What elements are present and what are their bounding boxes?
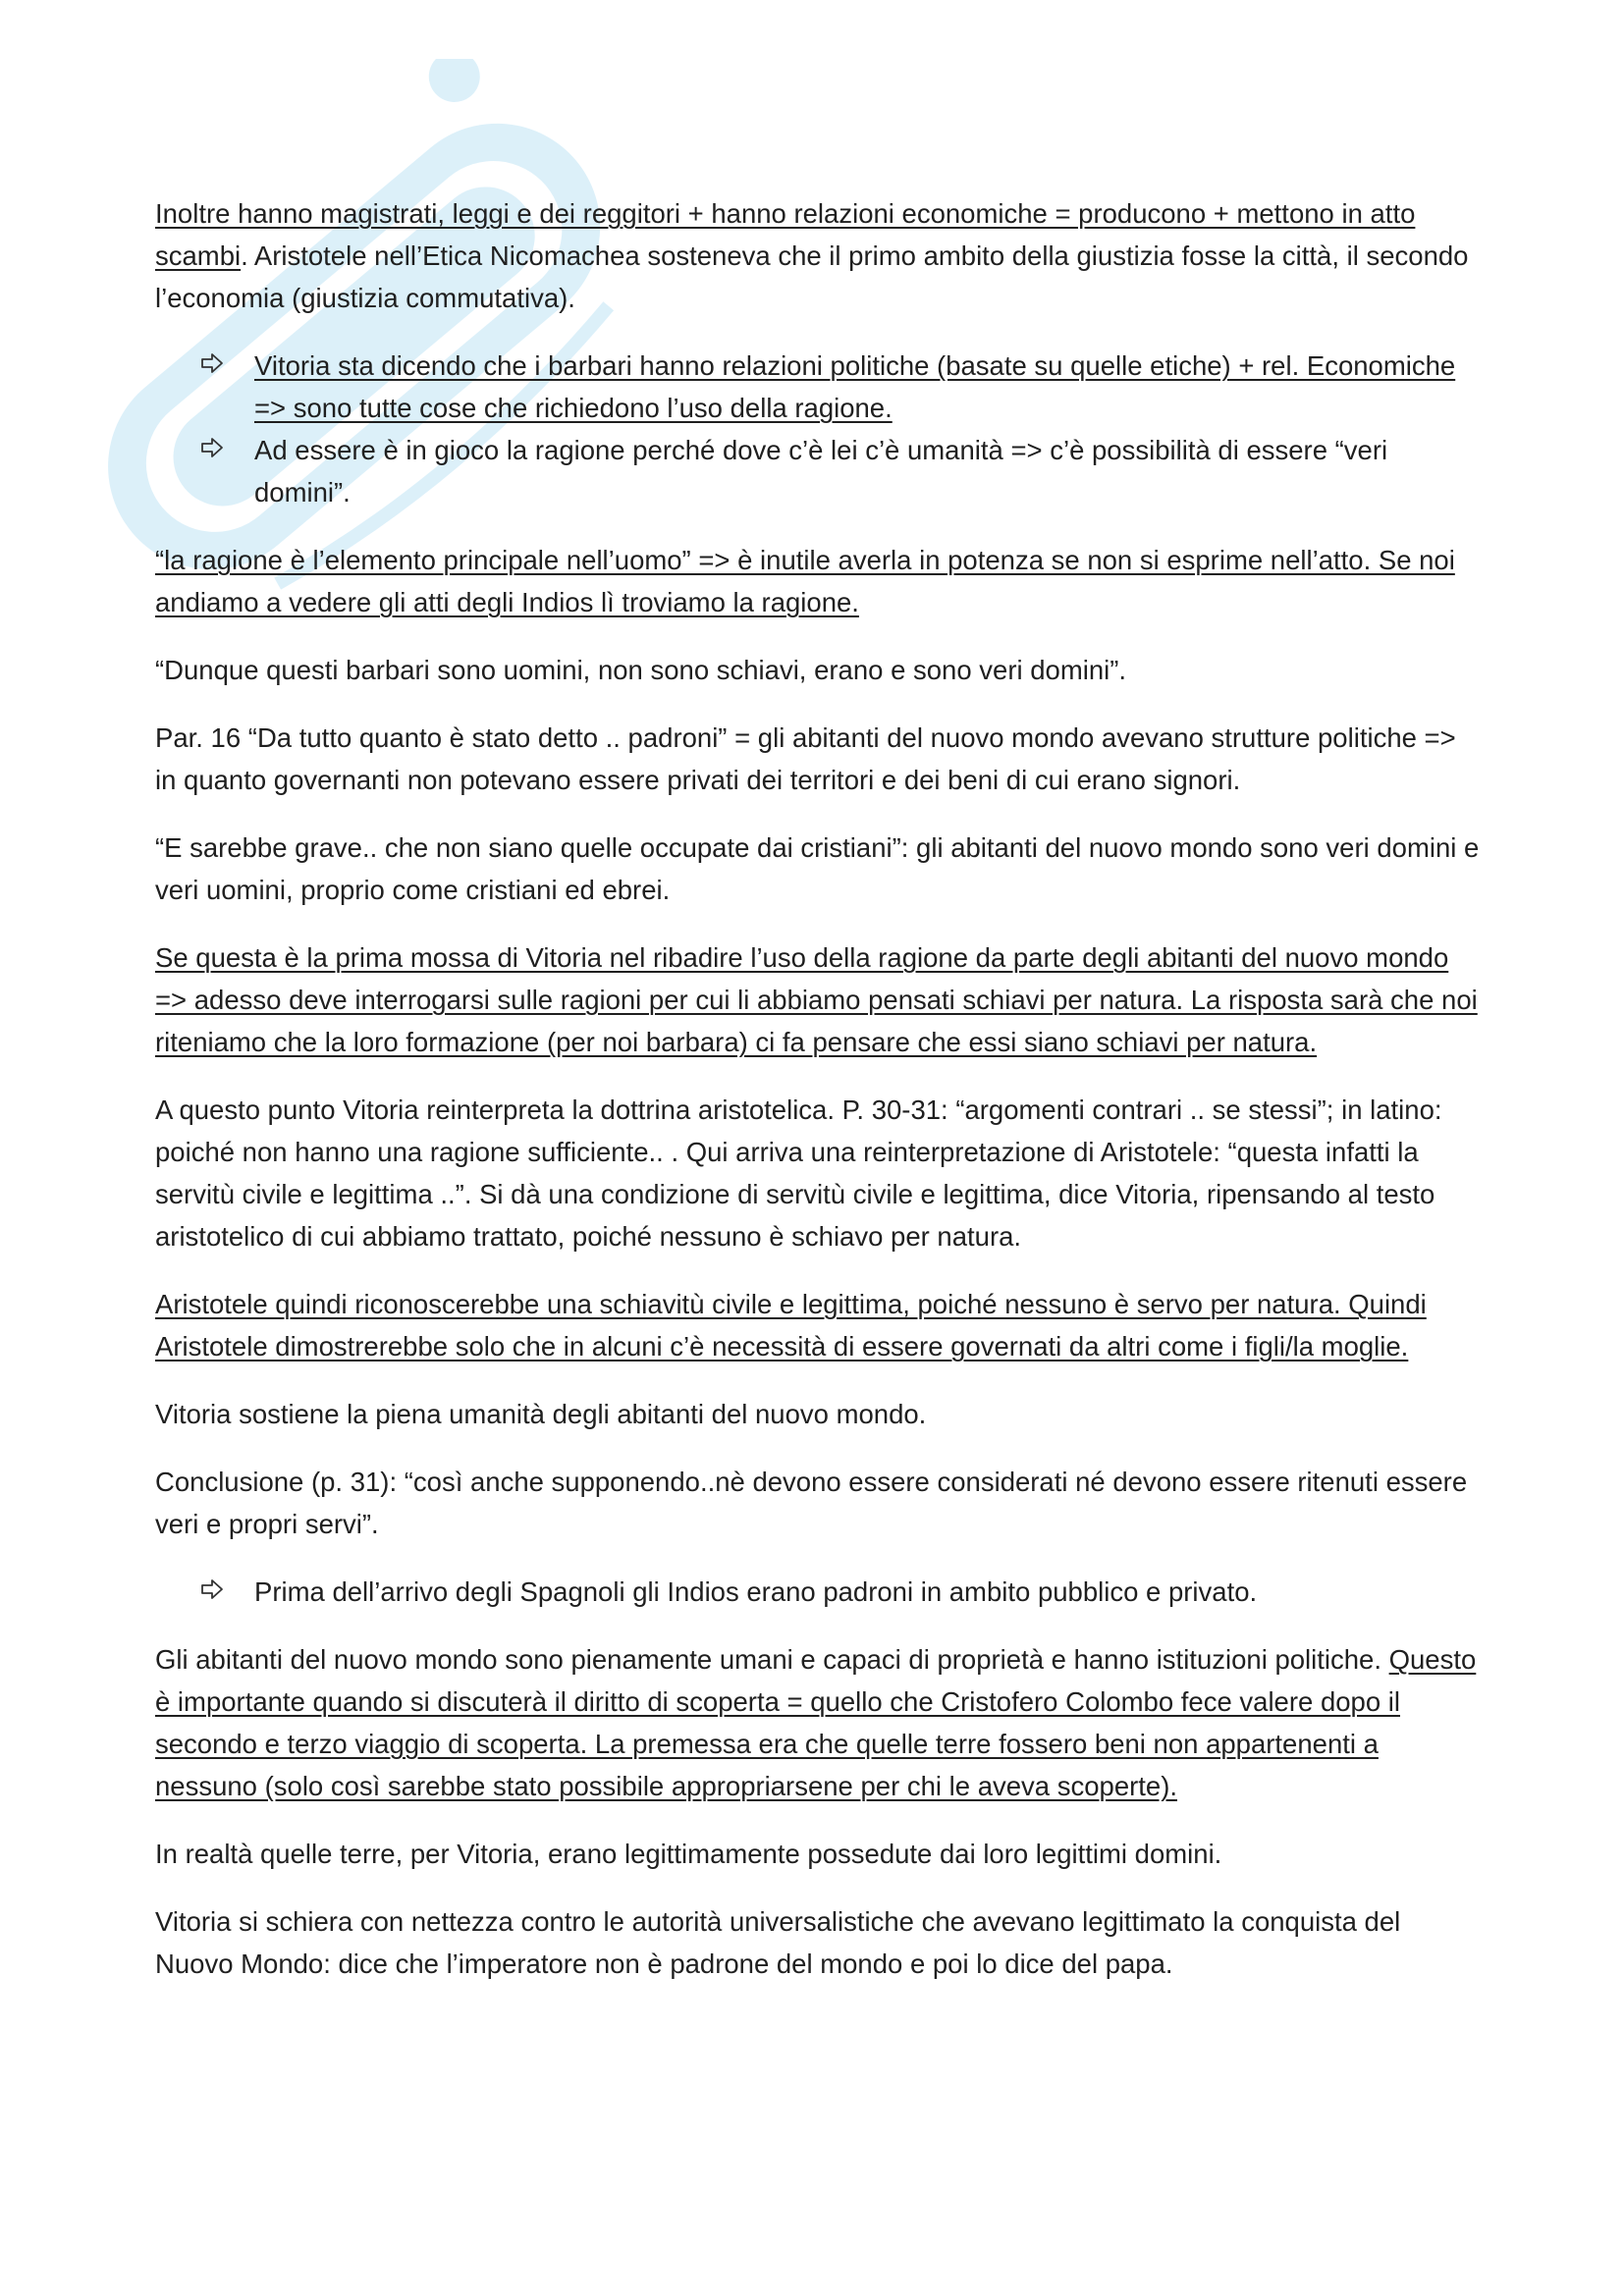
paragraph-11 — [155, 1638, 1481, 1807]
arrow-bullet-icon — [200, 1577, 224, 1601]
paragraph-13: Vitoria si schiera con nettezza contro le autorità universalistiche che avevano legittimato la conquista del Nuovo Mondo: dice che l’imperatore non è padrone del mondo e poi lo dice del papa. — [155, 1906, 1401, 1979]
list-item — [155, 345, 1481, 429]
arrow-bullet-icon — [200, 351, 224, 375]
paragraph-1 — [155, 192, 1481, 319]
paragraph-3: “Dunque questi barbari sono uomini, non sono schiavi, erano e sono veri domini”. — [155, 655, 1127, 685]
document-page — [155, 192, 1481, 2010]
list-item — [155, 1571, 1481, 1613]
list-item-text: Prima dell’arrivo degli Spagnoli gli Indios erano padroni in ambito pubblico e privato. — [254, 1576, 1258, 1607]
underlined-text: Vitoria sta dicendo che i barbari hanno relazioni politiche (basate su quelle etiche) + rel. Economiche => sono tutte cose che richiedono l’uso della ragione. — [254, 350, 1456, 423]
paragraph-text: Gli abitanti del nuovo mondo sono pienamente umani e capaci di proprietà e hanno istituzioni politiche. — [155, 1644, 1389, 1675]
paragraph-7: A questo punto Vitoria reinterpreta la dottrina aristotelica. P. 30-31: “argomenti contrari .. se stessi”; in latino: poiché non hanno una ragione sufficiente.. . Qui arriva una reinterpretazione di Aristotele: “questa infatti la servitù civile e legittima ..”. Si dà una condizione di servitù civile e legittima, dice Vitoria, ripensando al testo aristotelico di cui abbiamo trattato, poiché nessuno è schiavo per natura. — [155, 1095, 1442, 1252]
list-item — [155, 429, 1481, 513]
arrow-bullet-icon — [200, 436, 224, 459]
paragraph-text: . Aristotele nell’Etica Nicomachea sosteneva che il primo ambito della giustizia fosse la città, il secondo l’economia (giustizia commutativa). — [155, 240, 1469, 313]
paragraph-4: Par. 16 “Da tutto quanto è stato detto .. padroni” = gli abitanti del nuovo mondo avevano strutture politiche => in quanto governanti non potevano essere privati dei territori e dei beni di cui erano signori. — [155, 722, 1456, 795]
underlined-text: Inoltre hanno magistrati, leggi e dei reggitori + hanno relazioni economiche = producono + mettono in atto scambi — [155, 198, 1416, 271]
paragraph-5: “E sarebbe grave.. che non siano quelle occupate dai cristiani”: gli abitanti del nuovo mondo sono veri domini e veri uomini, proprio come cristiani ed ebrei. — [155, 832, 1480, 905]
paragraph-9: Vitoria sostiene la piena umanità degli abitanti del nuovo mondo. — [155, 1399, 927, 1429]
paragraph-2: “la ragione è l’elemento principale nell’uomo” => è inutile averla in potenza se non si esprime nell’atto. Se noi andiamo a vedere gli atti degli Indios lì troviamo la ragione. — [155, 545, 1455, 617]
paragraph-12: In realtà quelle terre, per Vitoria, erano legittimamente possedute dai loro legittimi domini. — [155, 1839, 1222, 1869]
list-item-text: Ad essere è in gioco la ragione perché dove c’è lei c’è umanità => c’è possibilità di essere “veri domini”. — [254, 435, 1388, 507]
paragraph-8: Aristotele quindi riconoscerebbe una schiavitù civile e legittima, poiché nessuno è servo per natura. Quindi Aristotele dimostrerebbe solo che in alcuni c’è necessità di essere governati da altri come i figli/la moglie. — [155, 1289, 1427, 1362]
paragraph-6: Se questa è la prima mossa di Vitoria nel ribadire l’uso della ragione da parte degli abitanti del nuovo mondo => adesso deve interrogarsi sulle ragioni per cui li abbiamo pensati schiavi per natura. La risposta sarà che noi riteniamo che la loro formazione (per noi barbara) ci fa pensare che essi siano schiavi per natura. — [155, 942, 1478, 1057]
paragraph-10: Conclusione (p. 31): “così anche supponendo..nè devono essere considerati né devono essere ritenuti essere veri e propri servi”. — [155, 1467, 1468, 1539]
arrow-bullet-list-2 — [155, 1571, 1481, 1613]
arrow-bullet-list-1 — [155, 345, 1481, 513]
underlined-text: Questo è importante quando si discuterà il diritto di scoperta = quello che Cristofero Colombo fece valere dopo il secondo e terzo viaggio di scoperta. La premessa era che quelle terre fossero beni non appartenenti a nessuno (solo così sarebbe stato possibile appropriarsene per chi le aveva scoperte). — [155, 1644, 1477, 1801]
